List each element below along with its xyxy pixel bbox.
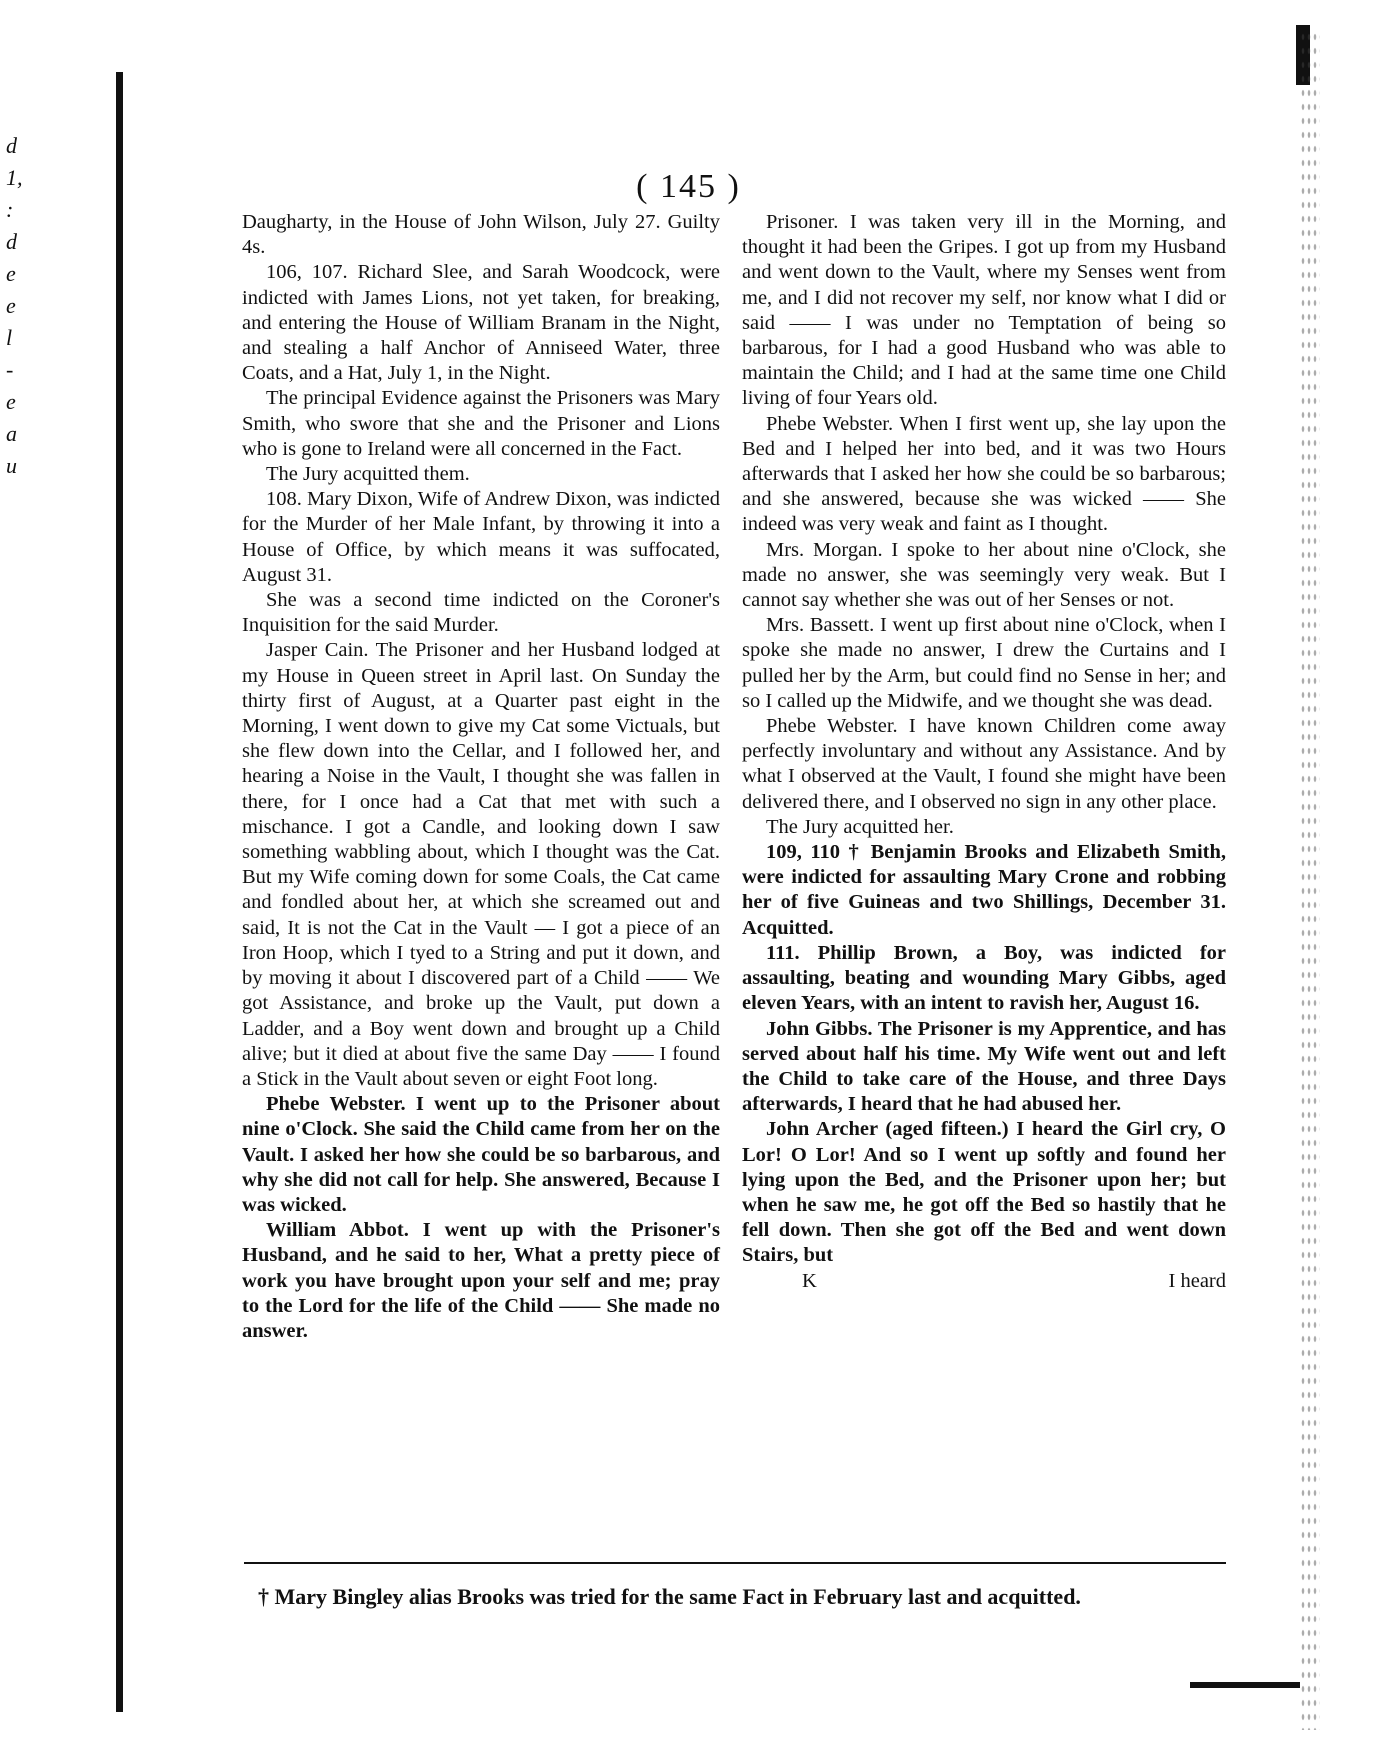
edge-speckle <box>1300 30 1320 1730</box>
paragraph-q7: 109, 110 † Benjamin Brooks and Elizabeth Smith, were indicted for assaulting Mary Crone and robbing her of five Guineas and two Shillings, December 31. Acquitted. <box>742 841 1226 939</box>
paragraph-p1: Daugharty, in the House of John Wilson, July 27. Guilty 4s. <box>242 211 720 259</box>
paragraph-p4: The Jury acquitted them. <box>266 463 470 486</box>
margin-fragment: e <box>6 389 16 414</box>
margin-fragment: a <box>6 421 17 446</box>
paragraph-q2: Phebe Webster. When I first went up, she lay upon the Bed and I helped her into bed, and it was two Hours afterwards that I asked her how she could be so barbarous; and she answered, because she was wicked —— She indeed was very weak and faint as I thought. <box>742 412 1226 536</box>
paragraph-q8: 111. Phillip Brown, a Boy, was indicted for assaulting, beating and wounding Mary Gibbs, aged eleven Years, with an intent to ravish her, August 16. <box>742 941 1226 1015</box>
margin-fragment: - <box>6 357 14 382</box>
paragraph-q9: John Gibbs. The Prisoner is my Apprentice, and has served about half his time. My Wife went out and left the Child to take care of the House, and three Days afterwards, I heard that he had abused her. <box>742 1017 1226 1116</box>
margin-fragment: e <box>6 293 16 318</box>
paragraph-q5: Phebe Webster. I have known Children come away perfectly involuntary and without any Assistance. And by what I observed at the Vault, I found she might have been delivered there, and I observed no sign in any other place. <box>742 715 1226 813</box>
paragraph-q4: Mrs. Bassett. I went up first about nine o'Clock, when I spoke she made no answer, I drew the Curtains and I pulled her by the Arm, but could find no Sense in her; and so I called up the Midwife, and we thought she was dead. <box>742 614 1226 712</box>
paragraph-p6: She was a second time indicted on the Coroner's Inquisition for the said Murder. <box>242 589 720 637</box>
footnote-rule <box>244 1562 1226 1564</box>
binding-shadow <box>116 72 123 1712</box>
signature-mark: K <box>802 1269 817 1292</box>
paragraph-p2: 106, 107. Richard Slee, and Sarah Woodcock, were indicted with James Lions, not yet taken, for breaking, and entering the House of William Branam in the Night, and stealing a half Anchor of Anniseed Water, three Coats, and a Hat, July 1, in the Night. <box>242 261 720 385</box>
catchword: I heard <box>1168 1269 1226 1292</box>
paragraph-p3: The principal Evidence against the Prisoners was Mary Smith, who swore that she and the Prisoner and Lions who is gone to Ireland were all concerned in the Fact. <box>242 387 720 460</box>
paragraph-q3: Mrs. Morgan. I spoke to her about nine o'Clock, she made no answer, she was seemingly very weak. But I cannot say whether she was out of her Senses or not. <box>742 538 1226 612</box>
edge-rule <box>1190 1682 1300 1688</box>
left-margin-fragments <box>0 130 40 730</box>
paragraph-p7: Jasper Cain. The Prisoner and her Husband lodged at my House in Queen street in April last. On Sunday the thirty first of August, at a Quarter past eight in the Morning, I went down to give my Cat some Victuals, but she flew down into the Cellar, and I followed her, and hearing a Noise in the Vault, I thought she was fallen in there, for I once had a Cat that met with such a mischance. I got a Candle, and looking down I saw something wabbling about, which I thought was the Cat. But my Wife coming down for some Coals, the Cat came and fondled about her, at which she screamed out and said, It is not the Cat in the Vault — I got a piece of an Iron Hoop, which I tyed to a String and put it down, and by moving it about I discovered part of a Child —— We got Assistance, and broke up the Vault, put down a Ladder, and a Boy went down and brought up a Child alive; but it died at about five the same Day —— I found a Stick in the Vault about seven or eight Foot long. <box>242 639 720 1090</box>
margin-fragment: u <box>6 453 17 478</box>
page-number: ( 145 ) <box>636 168 741 205</box>
margin-fragment: l <box>6 325 13 350</box>
margin-fragment: 1, <box>6 165 23 190</box>
paragraph-q1: Prisoner. I was taken very ill in the Morning, and thought it had been the Gripes. I got up from my Husband and went down to the Vault, where my Senses went from me, and I did not recover my self, nor know what I did or said —— I was under no Temptation of being so barbarous, for I had a good Husband who was able to maintain the Child; and I had at the same time one Child living of four Years old. <box>742 211 1226 410</box>
footnote: † Mary Bingley alias Brooks was tried for the same Fact in February last and acquitted. <box>258 1584 1081 1609</box>
margin-fragment: d <box>6 133 17 158</box>
paragraph-q6: The Jury acquitted her. <box>766 815 954 838</box>
catchword-line <box>742 1269 1226 1294</box>
margin-fragment: e <box>6 261 16 286</box>
left-column <box>242 210 720 1344</box>
right-column <box>742 210 1226 1294</box>
paragraph-p9: William Abbot. I went up with the Prisoner's Husband, and he said to her, What a pretty piece of work you have brought upon your self and me; pray to the Lord for the life of the Child —— She made no answer. <box>242 1219 720 1342</box>
margin-fragment: : <box>6 197 14 222</box>
paragraph-q10: John Archer (aged fifteen.) I heard the Girl cry, O Lor! O Lor! And so I went up softly and found her lying upon the Bed, and the Prisoner upon her; but when he saw me, he got off the Bed so hastily that he fell down. Then she got off the Bed and went down Stairs, but <box>742 1118 1226 1267</box>
paragraph-p8: Phebe Webster. I went up to the Prisoner about nine o'Clock. She said the Child came from her on the Vault. I asked her how she could be so barbarous, and why she did not call for help. She answered, Because I was wicked. <box>242 1093 720 1216</box>
paragraph-p5: 108. Mary Dixon, Wife of Andrew Dixon, was indicted for the Murder of her Male Infant, by throwing it into a House of Office, by which means it was suffocated, August 31. <box>242 488 720 586</box>
margin-fragment: d <box>6 229 17 254</box>
